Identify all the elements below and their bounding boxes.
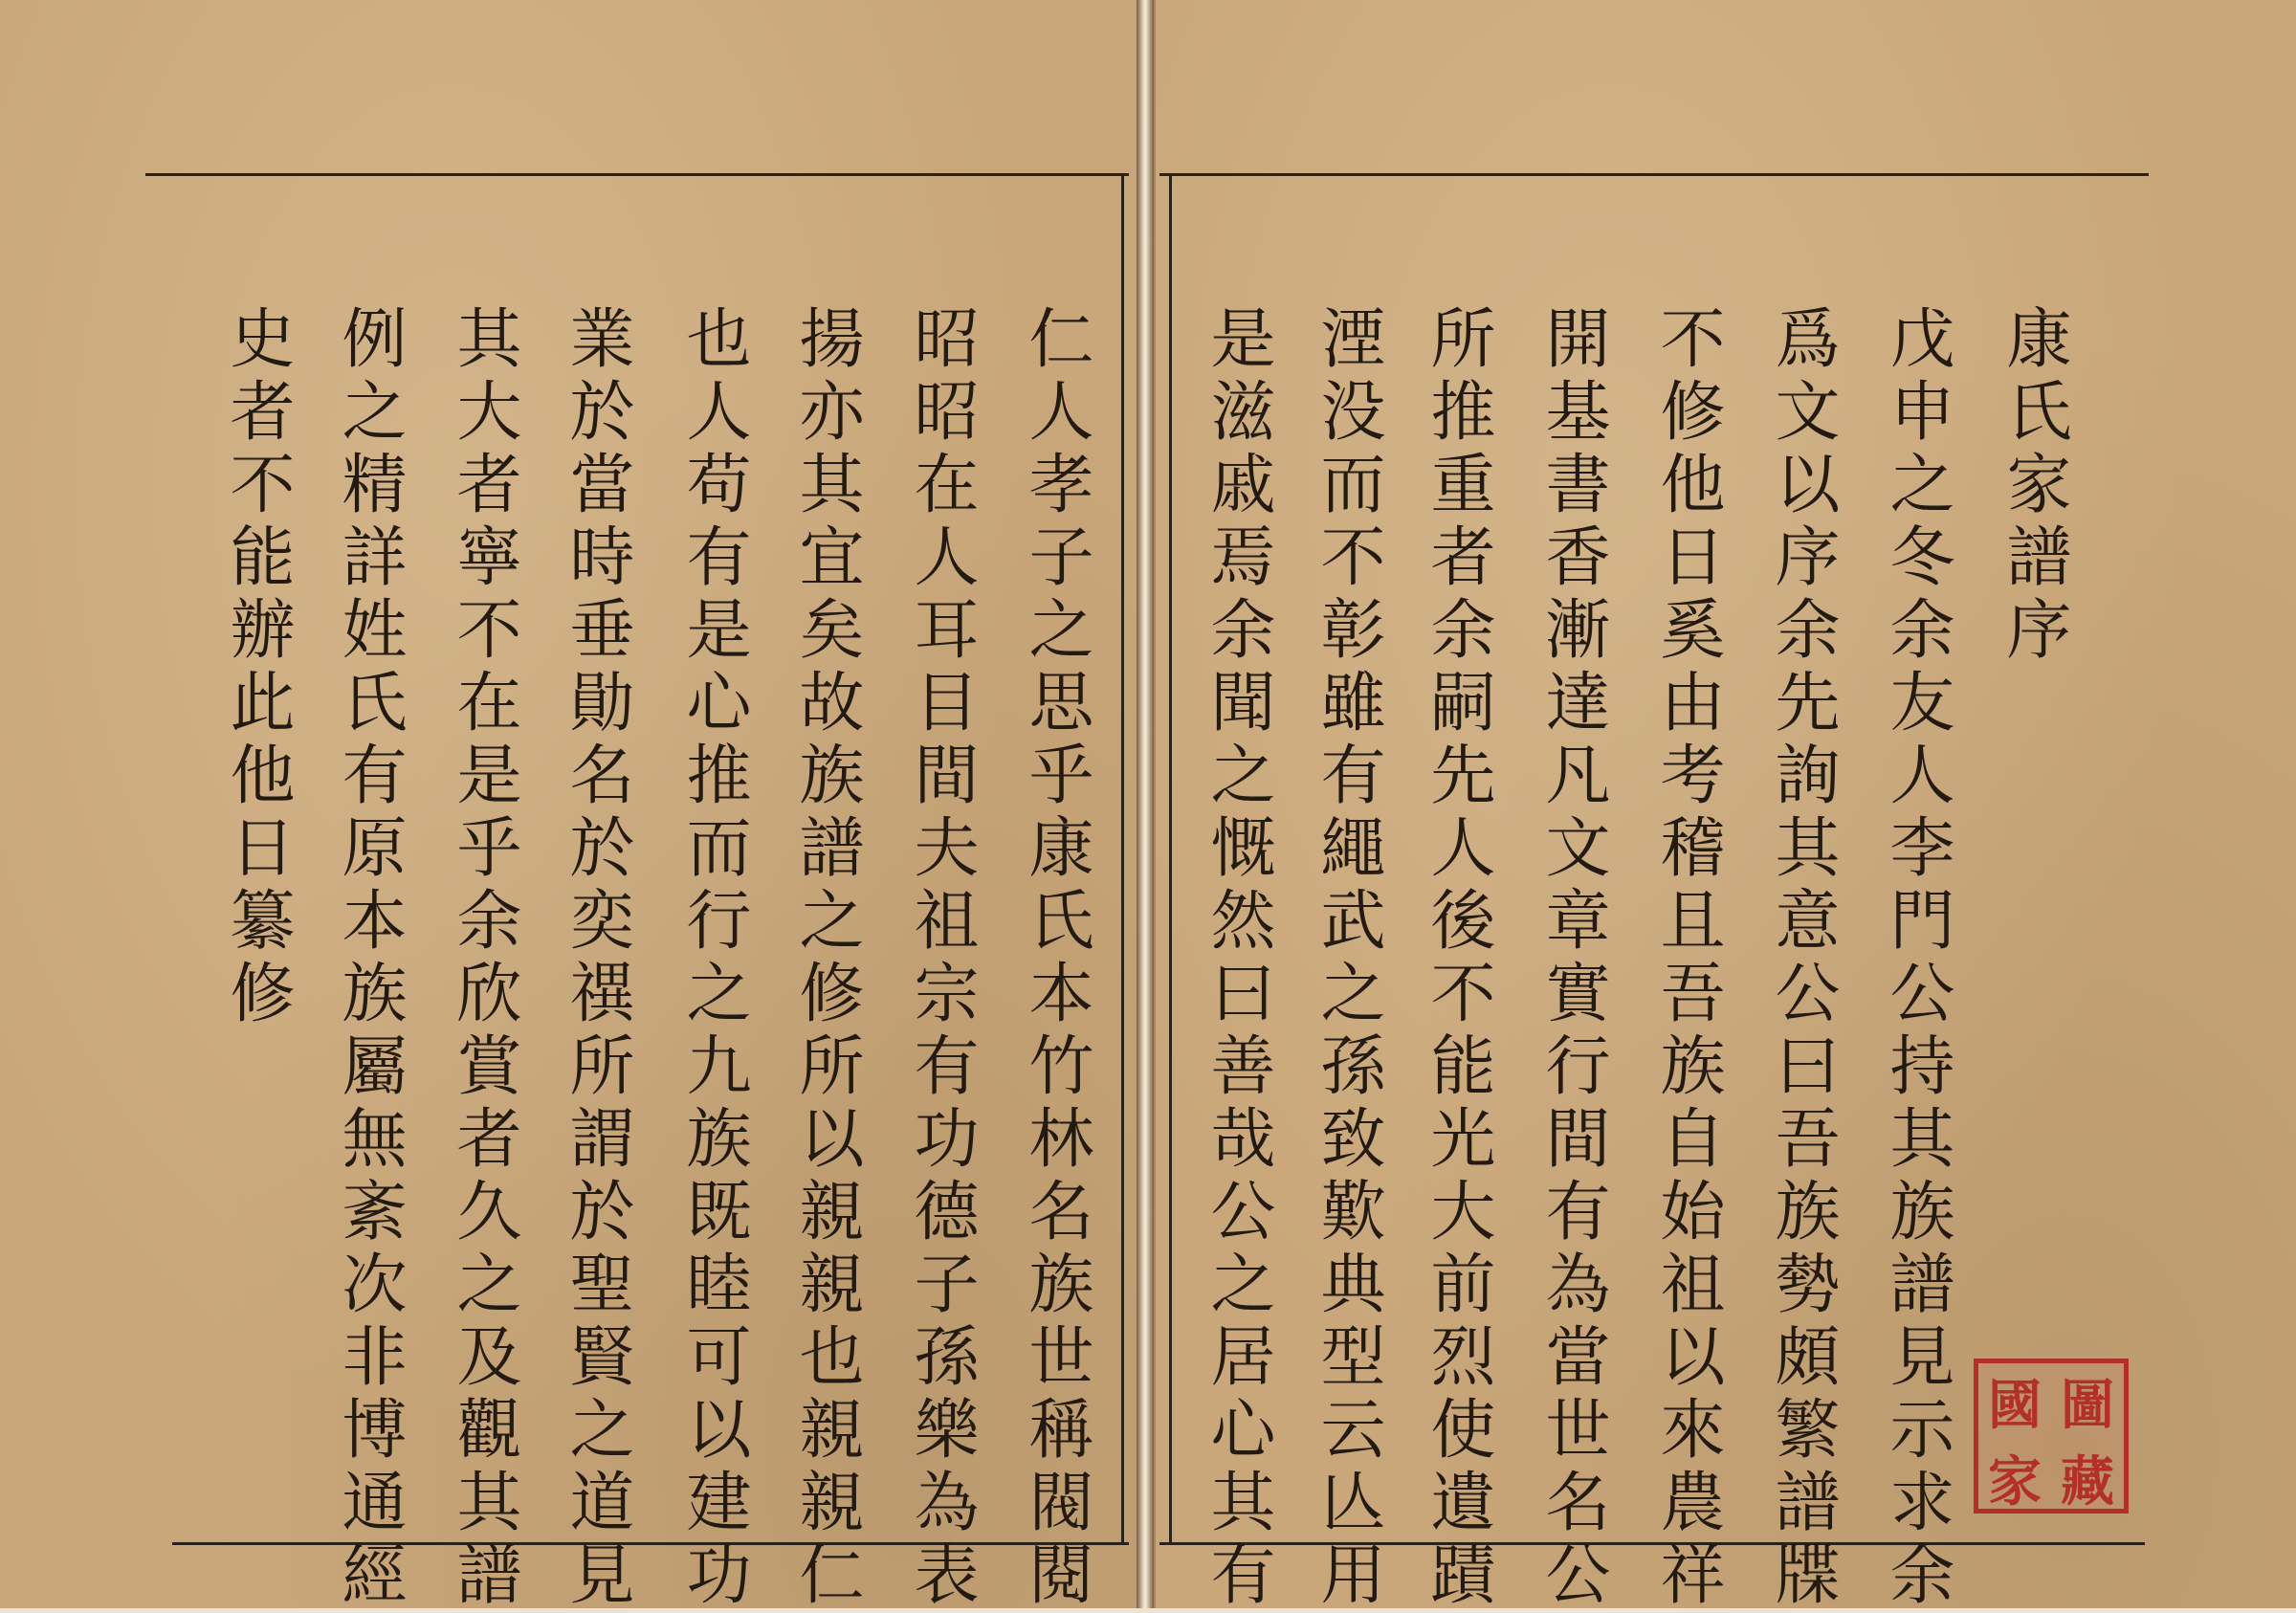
book-gutter	[1137, 0, 1154, 1608]
center-rule-left	[1121, 173, 1124, 1545]
text-column: 仁人孝子之思乎康氏本竹林名族世稱閥閱	[1018, 304, 1093, 1613]
text-column: 湮没而不彰雖有繩武之孫致歎典型云亾用	[1310, 304, 1385, 1613]
text-column: 例之精詳姓氏有原本族屬無紊次非博通經	[331, 304, 407, 1613]
seal-character: 國	[1988, 1374, 2042, 1437]
text-column: 其大者寧不在是乎余欣賞者久之及觀其譜	[446, 304, 521, 1613]
text-column: 爲文以序余先詢其意公曰吾族勢頗繁譜牒	[1764, 304, 1840, 1613]
bottom-border-left	[172, 1542, 1129, 1545]
text-column: 昭昭在人耳目間夫祖宗有功德子孫樂為表	[903, 304, 979, 1613]
text-column: 揚亦其宜矣故族譜之修所以親親也親親仁	[788, 304, 864, 1613]
seal-character: 家	[1988, 1450, 2042, 1514]
library-seal-stamp	[1974, 1359, 2129, 1514]
text-column: 康氏家譜序	[1996, 304, 2071, 668]
top-border-left	[145, 173, 1129, 176]
text-column: 不修他日奚由考稽且吾族自始祖以來農祥	[1649, 304, 1725, 1613]
text-column: 開基書香漸達凡文章實行間有為當世名公	[1534, 304, 1610, 1613]
center-rule-right	[1169, 173, 1172, 1545]
text-column: 是滋戚焉余聞之慨然曰善哉公之居心其有	[1200, 304, 1275, 1613]
text-column: 也人苟有是心推而行之九族既睦可以建功	[675, 304, 751, 1613]
seal-character: 圖	[2061, 1374, 2114, 1437]
text-column: 史者不能辦此他日纂修	[219, 304, 295, 1031]
text-column: 業於當時垂勛名於奕禩所謂於聖賢之道見	[559, 304, 634, 1613]
text-column: 戊申之冬余友人李門公持其族譜見示求余	[1879, 304, 1954, 1613]
seal-character: 藏	[2061, 1450, 2114, 1514]
text-column: 所推重者余嗣先人後不能光大前烈使遺蹟	[1420, 304, 1495, 1613]
top-border-right	[1159, 173, 2149, 176]
